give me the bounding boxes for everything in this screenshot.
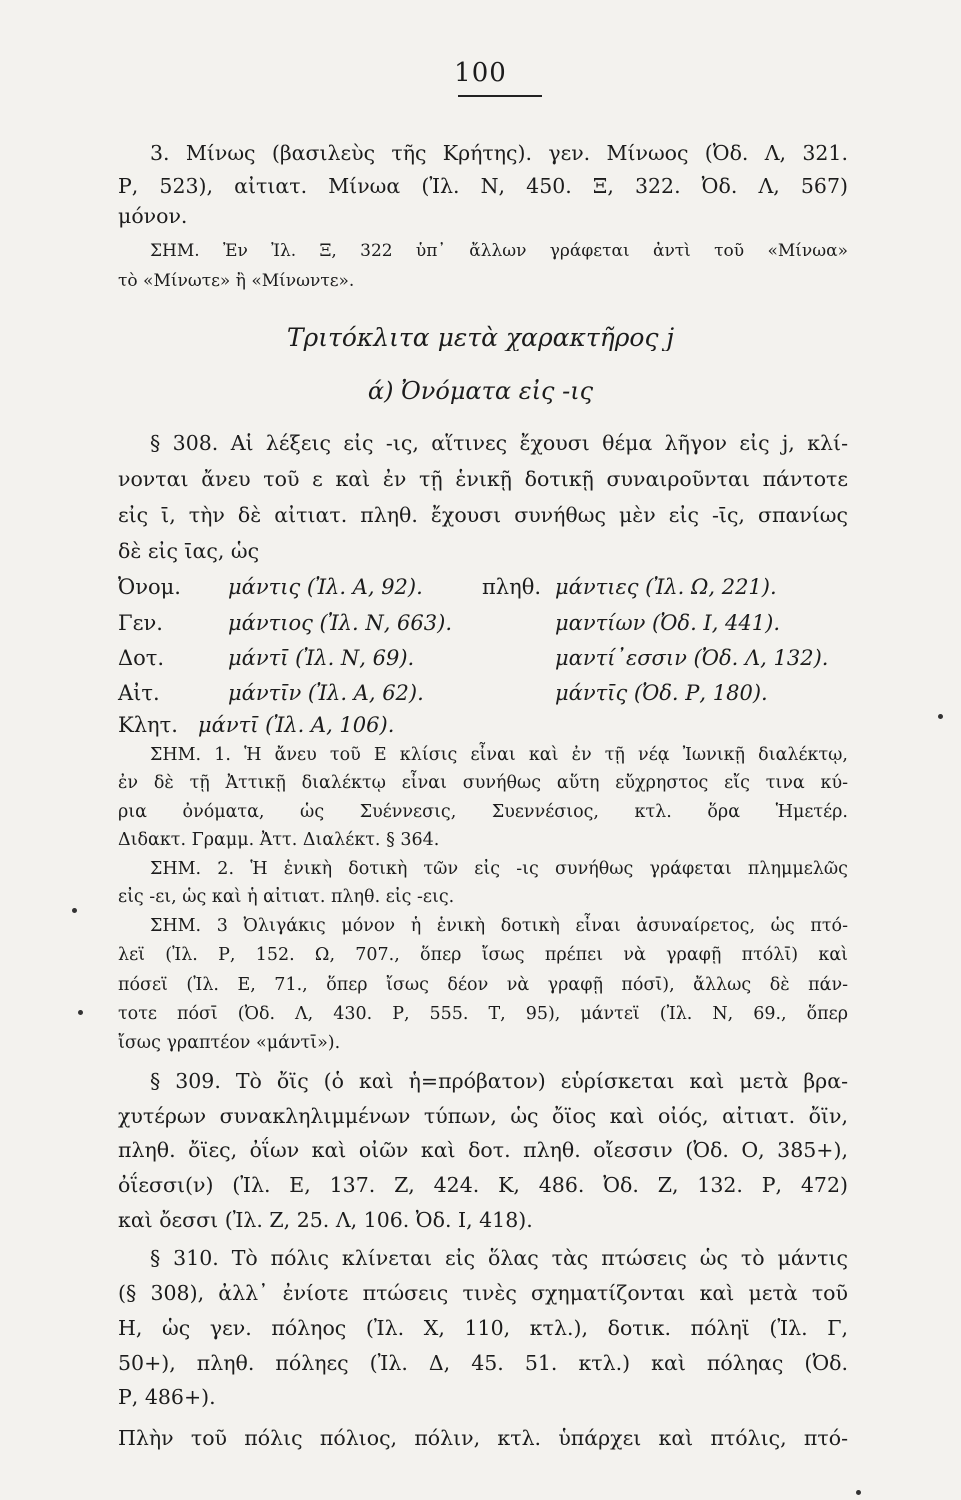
note-line: τὸ «Μίνωτε» ἢ «Μίνωντε». [118, 271, 355, 291]
note-line: ἐν δὲ τῇ Ἀττικῇ διαλέκτῳ εἶναι συνήθως αὕτη εὔχρηστος εἴς τινα κύ- [118, 773, 848, 793]
plural-form: μάντῑς (Ὀδ. Ρ, 180). [555, 681, 768, 705]
case-label: Ὀνομ. [118, 575, 181, 599]
note-line: τοτε πόσῑ (Ὀδ. Λ, 430. Ρ, 555. Τ, 95), μάντεϊ (Ἰλ. Ν, 69., ὅπερ [118, 1004, 848, 1024]
paragraph-line: Πλὴν τοῦ πόλις πόλιος, πόλιν, κτλ. ὑπάρχει καὶ πτόλις, πτό- [118, 1426, 848, 1450]
paragraph-line: Η, ὡς γεν. πόληος (Ἰλ. Χ, 110, κτλ.), δοτικ. πόληϊ (Ἰλ. Γ, [118, 1316, 848, 1340]
plural-form: μάντιες (Ἰλ. Ω, 221). [555, 575, 777, 599]
note-line: ΣΗΜ. 2. Ἡ ἑνικὴ δοτικὴ τῶν εἰς -ις συνήθως γράφεται πλημμελῶς [150, 859, 848, 879]
singular-form: μάντῑν (Ἰλ. Α, 62). [228, 681, 424, 705]
singular-form: μάντῑ (Ἰλ. Α, 106). [198, 713, 395, 737]
note-line: εἰς -ει, ὡς καὶ ἡ αἰτιατ. πληθ. εἰς -εις. [118, 887, 455, 907]
case-label: Γεν. [118, 611, 163, 635]
plural-form: μαντί᾽εσσιν (Ὀδ. Λ, 132). [555, 646, 829, 670]
case-label: Κλητ. [118, 713, 178, 737]
note-line: ρια ὀνόματα, ὡς Συέννεσις, Συεννέσιος, κτλ. ὅρα Ἡμετέρ. [118, 802, 848, 822]
plural-form: μαντίων (Ὀδ. Ι, 441). [555, 611, 781, 635]
paragraph-line: δὲ εἰς ῑας, ὡς [118, 539, 260, 563]
singular-form: μάντῑ (Ἰλ. Ν, 69). [228, 646, 415, 670]
text-line: 3. Μίνως (βασιλεὺς τῆς Κρήτης). γεν. Μίνωος (Ὀδ. Λ, 321. [150, 141, 848, 165]
paragraph-line: πληθ. ὄϊες, ὀΐων καὶ οἰῶν καὶ δοτ. πληθ. οἴεσσιν (Ὀδ. Ο, 385+), [118, 1138, 848, 1162]
paragraph-line: § 309. Τὸ ὄϊς (ὁ καὶ ἡ=πρόβατον) εὑρίσκεται καὶ μετὰ βρα- [150, 1069, 848, 1093]
paragraph-line: εἰς ῑ, τὴν δὲ αἰτιατ. πληθ. ἔχουσι συνήθως μὲν εἰς -ῑς, σπανίως [118, 503, 848, 527]
paragraph-line: § 308. Αἱ λέξεις εἰς -ις, αἵτινες ἔχουσι θέμα λῆγον εἰς j, κλί- [150, 431, 848, 455]
paragraph-line: ὀΐεσσι(ν) (Ἰλ. Ε, 137. Ζ, 424. Κ, 486. Ὀδ. Ζ, 132. Ρ, 472) [118, 1173, 848, 1197]
note-line: ΣΗΜ. 3 Ὀλιγάκις μόνον ἡ ἑνικὴ δοτικὴ εἶναι ἀσυναίρετος, ὡς πτό- [150, 916, 848, 936]
section-heading: Τριτόκλιτα μετὰ χαρακτῆρος j [286, 325, 675, 351]
text-line: Ρ, 523), αἰτιατ. Μίνωα (Ἰλ. Ν, 450. Ξ, 322. Ὀδ. Λ, 567) [118, 174, 848, 198]
paragraph-line: (§ 308), ἀλλ᾽ ἐνίοτε πτώσεις τινὲς σχηματίζονται καὶ μετὰ τοῦ [118, 1281, 848, 1305]
paragraph-line: χυτέρων συνακληλιμμένων τύπων, ὡς ὄϊος καὶ οἰός, αἰτιατ. ὄϊν, [118, 1104, 848, 1128]
paragraph-line: καὶ ὄεσσι (Ἰλ. Ζ, 25. Λ, 106. Ὀδ. Ι, 418). [118, 1208, 533, 1232]
note-line: λεϊ (Ἰλ. Ρ, 152. Ω, 707., ὅπερ ἴσως πρέπει νὰ γραφῇ πτόλῑ) καὶ [118, 945, 848, 965]
print-speck [938, 714, 943, 719]
paragraph-line: 50+), πληθ. πόληες (Ἰλ. Δ, 45. 51. κτλ.) καὶ πόληας (Ὀδ. [118, 1351, 848, 1375]
print-speck [856, 1490, 861, 1495]
paragraph-line: νονται ἄνευ τοῦ ε καὶ ἐν τῇ ἑνικῇ δοτικῇ συναιροῦνται πάντοτε [118, 467, 848, 491]
plural-label: πληθ. [482, 575, 542, 599]
print-speck [78, 1010, 83, 1015]
print-speck [72, 908, 77, 913]
paragraph-line: Ρ, 486+). [118, 1385, 216, 1409]
note-line: ἴσως γραπτέον «μάντῑ»). [118, 1033, 341, 1053]
note-line: Διδακτ. Γραμμ. Ἀττ. Διαλέκτ. § 364. [118, 830, 440, 850]
case-label: Αἰτ. [118, 681, 160, 705]
note-line: ΣΗΜ. Ἐν Ἰλ. Ξ, 322 ὑπ᾽ ἄλλων γράφεται ἀντὶ τοῦ «Μίνωα» [150, 241, 848, 261]
page-number-rule [458, 95, 542, 97]
page-number: 100 [454, 58, 507, 88]
paragraph-line: § 310. Τὸ πόλις κλίνεται εἰς ὅλας τὰς πτώσεις ὡς τὸ μάντις [150, 1246, 848, 1270]
singular-form: μάντιος (Ἰλ. Ν, 663). [228, 611, 452, 635]
section-subheading: ά) Ὀνόματα εἰς -ις [367, 378, 594, 404]
note-line: ΣΗΜ. 1. Ἡ ἄνευ τοῦ Ε κλίσις εἶναι καὶ ἐν τῇ νέᾳ Ἰωνικῇ διαλέκτῳ, [150, 745, 848, 765]
singular-form: μάντις (Ἰλ. Α, 92). [228, 575, 423, 599]
text-line: μόνον. [118, 204, 188, 228]
case-label: Δοτ. [118, 646, 165, 670]
note-line: πόσεϊ (Ἰλ. Ε, 71., ὅπερ ἴσως δέον νὰ γραφῇ πόσῑ), ἄλλως δὲ πάν- [118, 975, 848, 995]
